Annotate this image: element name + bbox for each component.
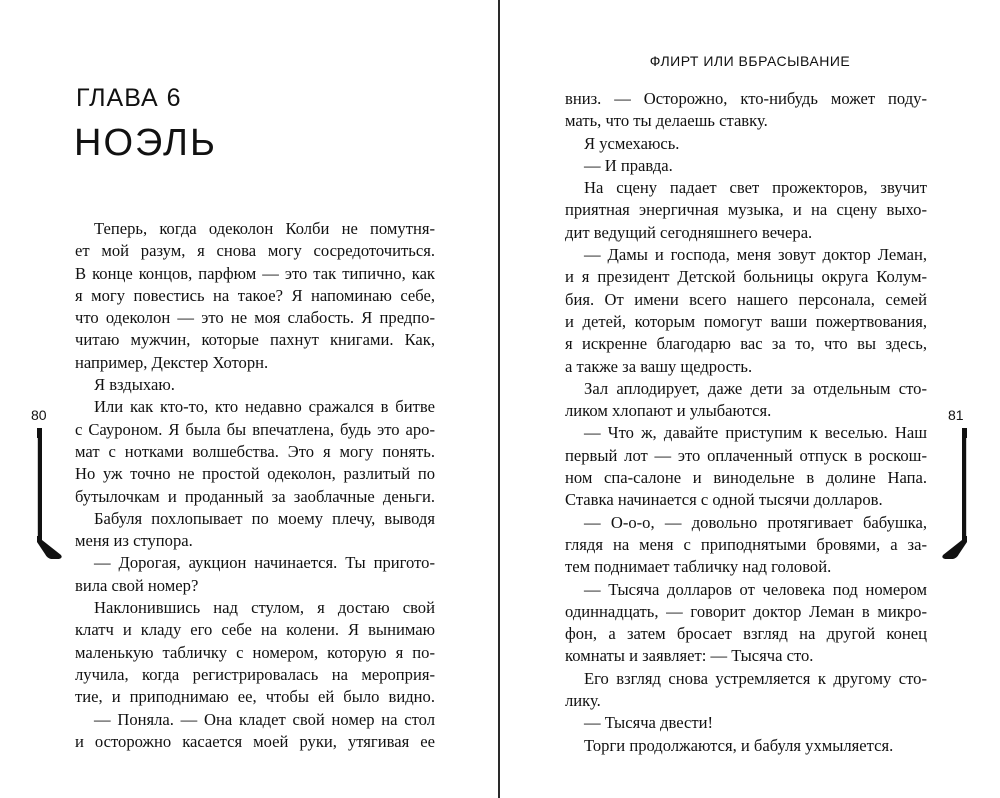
running-head: ФЛИРТ ИЛИ ВБРАСЫВАНИЕ [649,53,851,69]
text-line: Я усмехаюсь. [584,133,680,153]
text-line: с Сауроном. Я была бы впечатлена, будь это аро- [75,419,435,439]
text-line: бутылочкам и проданный за заоблачные деньги. [75,486,435,506]
text-line: Торги продолжаются, и бабуля ухмыляется. [584,735,894,755]
text-line: первый лот — это оплаченный отпуск в роскош- [565,445,927,465]
text-line: а также за вашу щедрость. [565,356,753,376]
text-line: вила свой номер? [75,575,199,595]
text-line: мат с нотками волшебства. Это я могу понять. [75,441,435,461]
text-line: ликом хлопают и улыбаются. [565,401,772,421]
text-line: клатч и кладу его себе на колени. Я вынимаю [75,620,435,640]
hockey-stick-icon [34,428,64,568]
hockey-stick-icon [940,428,970,568]
text-line: читаю мужчин, которые пахнут книгами. Как, [75,330,435,350]
text-line: я искренне благодарю вас за то, что вы здесь, [565,334,927,354]
text-line: — Дорогая, аукцион начинается. Ты пригото- [94,553,435,573]
text-line: ет мой разум, я снова могу сосредоточиться. [75,241,435,261]
right-body-text [565,88,927,757]
page-number-right: 81 [948,407,964,423]
text-line: например, Декстер Хоторн. [75,352,269,372]
text-line: — Тысяча двести! [584,713,714,733]
text-line: Наклонившись над стулом, я достаю свой [94,598,435,618]
stick-blade [37,540,62,559]
text-line: бия. От имени всего нашего персонала, семей [565,289,927,309]
left-body-text [75,218,435,753]
text-line: меня из ступора. [75,531,193,551]
text-line: — Тысяча долларов от человека под номером [584,579,927,599]
text-line: Ставка начинается с одной тысячи долларов. [565,490,883,510]
text-line: фон, а затем бросает взгляд на другой конец [565,624,927,644]
text-line: — И правда. [584,155,673,175]
text-line: лучила, когда регистрировалась на мероприя- [75,664,435,684]
text-line: тем поднимает табличку над головой. [565,557,832,577]
text-line: и осторожно касается моей руки, утягивая ее [75,731,435,751]
chapter-title: НОЭЛЬ [74,122,217,164]
text-line: Или как кто-то, кто недавно сражался в битве [94,397,435,417]
text-line: глядя на меня с приподнятыми бровями, а за- [565,534,927,554]
text-line: Теперь, когда одеколон Колби не помутня- [94,219,435,238]
text-line: На сцену падает свет прожекторов, звучит [584,178,927,198]
text-line: комнаты и заявляет: — Тысяча сто. [565,646,814,666]
text-line: — О-о-о, — довольно протягивает бабушка, [584,512,927,532]
text-line: — Что ж, давайте приступим к веселью. Наш [584,423,927,443]
page-number-left: 80 [31,407,47,423]
text-line: Но уж точно не простой одеколон, разлитый по [75,464,435,484]
text-line: тие, и приподнимаю ее, чтобы ей было видно. [75,687,435,707]
text-line: мать, что ты делаешь ставку. [565,111,768,131]
text-line: Я вздыхаю. [94,375,175,395]
text-line: и я президент Детской больницы округа Колум- [565,267,927,287]
left-page [0,0,498,798]
right-page [500,0,1000,798]
chapter-label: ГЛАВА 6 [76,84,182,112]
text-line: — Поняла. — Она кладет свой номер на стол [94,709,435,729]
text-line: и детей, которым помогут ваши пожертвования, [565,311,927,331]
text-line: я могу повестись на такое? Я напоминаю себе, [75,285,435,305]
text-line: одиннадцать, — говорит доктор Леман в микро- [565,601,927,621]
text-line: дит ведущий сегодняшнего вечера. [565,222,813,242]
stick-blade [942,540,967,559]
text-line: что одеколон — это не моя слабость. Я предпо- [75,308,435,328]
text-line: Его взгляд снова устремляется к другому сто- [584,668,927,688]
text-line: приятная энергичная музыка, и на сцену выхо- [565,200,927,220]
text-line: маленькую табличку с номером, которую я по- [75,642,435,662]
text-line: — Дамы и господа, меня зовут доктор Леман, [584,245,927,265]
text-line: лику. [565,691,601,711]
text-line: Зал аплодирует, даже дети за отдельным сто- [584,378,927,398]
text-line: вниз. — Осторожно, кто-нибудь может поду- [565,89,927,108]
text-line: ном спа-салоне и винодельне в долине Напа. [565,468,927,488]
text-line: Бабуля похлопывает по моему плечу, выводя [94,508,435,528]
text-line: В конце концов, парфюм — это так типично, как [75,263,435,283]
